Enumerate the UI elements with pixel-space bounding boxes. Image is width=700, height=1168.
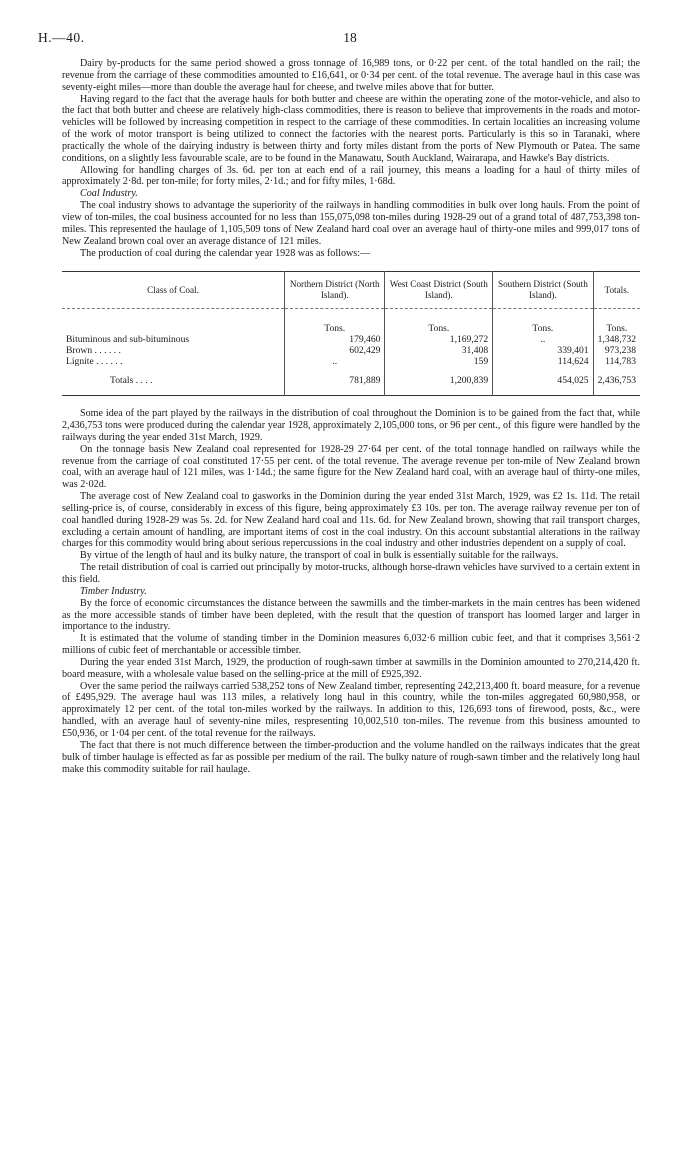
table-cell: 179,460 bbox=[285, 334, 385, 345]
table-row bbox=[62, 334, 640, 345]
body-text bbox=[62, 58, 640, 775]
table-cell: 973,238 bbox=[593, 345, 640, 356]
table-cell: 454,025 bbox=[493, 367, 593, 395]
paragraph: Dairy by-products for the same period showed a gross tonnage of 16,989 tons, or 0·22 per cent. of the total handled on the rail; the revenue from the carriage of these commodities amounted to £16,641, or 0·34 per cent. of the total revenue. The average haul in this case was seventy-eight miles—more than double the average haul for cheese, and twelve miles above that for butter. bbox=[62, 58, 640, 93]
paragraph: By the force of economic circumstances the distance between the sawmills and the timber-markets in the main centres has been widened as the more accessible stands of timber have been depleted, with the result that the question of transport has loomed larger and larger in importance to the industry. bbox=[62, 597, 640, 633]
table-cell: 1,348,732 bbox=[593, 334, 640, 345]
paragraph: Having regard to the fact that the average hauls for both butter and cheese are within the operating zone of the motor-vehicle, and also to the fact that both butter and cheese are relatively high-class commodities, there is reason to believe that improvements in the roads and motor-vehicles will be followed by increasing competition in respect to the carriage of these commodities. In certain localities an increasing volume of the work of motor transport is being utilized to connect the factories with the nearest ports. Particularly is this so in Taranaki, where practically the whole of the dairying industry is between thirty and forty miles distant from the ports of New Plymouth or Patea. The same conditions, on a slightly less favourable scale, are to be found in the Manawatu, South Auckland, Wairarapa, and Hawke's Bay districts. bbox=[62, 93, 640, 164]
table-cell: .. bbox=[493, 334, 593, 345]
paragraph: The fact that there is not much difference between the timber-production and the volume handled on the railways indicates that the great bulk of timber haulage is effected as far as possible per medium of the rail. The bulky nature of rough-sawn timber and the relatively long haul make this commodity suitable for rail haulage. bbox=[62, 739, 640, 775]
column-header-west-coast: West Coast District (South Island). bbox=[385, 272, 493, 309]
table-header-row bbox=[62, 272, 640, 309]
paragraph: It is estimated that the volume of standing timber in the Dominion measures 6,032·6 million cubic feet, and that it comprises 3,561·2 millions of cubic feet of merchantable or accessible timber. bbox=[62, 633, 640, 657]
unit-row bbox=[62, 309, 640, 335]
paragraph: The average cost of New Zealand coal to gasworks in the Dominion during the year ended 31st March, 1929, was £2 1s. 11d. The retail selling-price is, of course, considerably in excess of this figure, being approximately £3 10s. per ton. The average railway revenue per ton of coal handled during 1928-29 was 5s. 2d. for New Zealand hard coal and 11s. 6d. for New Zealand brown, showing that rail transport charges, excluding a certain amount of handling, are important items of cost in the coal industry. On this account substantial alterations in the railway charges for this commodity would bring about serious repercussions in the coal industry and other industries dependent on a supply of coal. bbox=[62, 491, 640, 550]
column-header-totals: Totals. bbox=[593, 272, 640, 309]
table-cell: 339,401 bbox=[493, 345, 593, 356]
paragraph: During the year ended 31st March, 1929, the production of rough-sawn timber at sawmills in the Dominion amounted to 270,214,420 ft. board measure, with a wholesale value based on the selling-price at the mill of £925,392. bbox=[62, 656, 640, 680]
table-row bbox=[62, 345, 640, 356]
unit-label: Tons. bbox=[285, 309, 385, 335]
row-label: Brown . . . . . . bbox=[66, 345, 121, 357]
table-cell: 159 bbox=[385, 356, 493, 367]
paragraph: On the tonnage basis New Zealand coal represented for 1928-29 27·64 per cent. of the total tonnage handled on railways while the revenue from the carriage of coal constituted 17·55 per cent. of the total revenue. The average revenue per ton-mile of New Zealand brown coal, with an average haul of 121 miles, was 1·14d.; the same figure for the New Zealand hard coal, with an average haul of thirty-one miles, was 2·02d. bbox=[62, 443, 640, 491]
section-heading-timber: Timber Industry. bbox=[80, 585, 147, 597]
row-label: Bituminous and sub-bituminous bbox=[66, 334, 190, 346]
paragraph: The coal industry shows to advantage the superiority of the railways in handling commodities in bulk over long hauls. From the point of view of ton-miles, the coal business accounted for no less than 155,075,098 ton-miles during 1928-29 out of a grand total of 487,753,398 ton-miles. This represented the haulage of 1,105,509 tons of New Zealand hard coal over an average haul of thirty-one miles and 999,017 tons of New Zealand brown coal over an average distance of 121 miles. bbox=[62, 200, 640, 247]
table-cell: 1,200,839 bbox=[385, 367, 493, 395]
paragraph: Allowing for handling charges of 3s. 6d. per ton at each end of a rail journey, this means a loading for a haul of thirty miles of approximately 2·8d. per ton-mile; for forty miles, 2·1d.; and for fifty miles, 1·68d. bbox=[62, 164, 640, 188]
paragraph: By virtue of the length of haul and its bulky nature, the transport of coal in bulk is essentially suitable for the railways. bbox=[80, 550, 559, 562]
paragraph: Some idea of the part played by the railways in the distribution of coal throughout the Dominion is to be gained from the fact that, while 2,436,753 tons were produced during the calendar year 1928, approximately 2,105,000 tons, or 96 per cent., of this figure were handled by the railways during the year ended 31st March, 1929. bbox=[62, 408, 640, 443]
totals-row bbox=[62, 367, 640, 395]
table-cell: 1,169,272 bbox=[385, 334, 493, 345]
table-cell: 31,408 bbox=[385, 345, 493, 356]
unit-label: Tons. bbox=[385, 309, 493, 335]
coal-production-table bbox=[62, 271, 640, 396]
table-cell: 114,783 bbox=[593, 356, 640, 367]
table-cell bbox=[62, 309, 285, 335]
table-cell: 2,436,753 bbox=[593, 367, 640, 395]
column-header-southern: Southern District (South Island). bbox=[493, 272, 593, 309]
row-label: Lignite . . . . . . bbox=[66, 356, 123, 368]
document-reference: H.—40. bbox=[38, 30, 85, 45]
table-cell: 781,889 bbox=[285, 367, 385, 395]
unit-label: Tons. bbox=[593, 309, 640, 335]
page-number: 18 bbox=[343, 30, 357, 45]
table-cell: .. bbox=[285, 356, 385, 367]
page-header bbox=[38, 30, 662, 50]
unit-label: Tons. bbox=[493, 309, 593, 335]
table-cell: 602,429 bbox=[285, 345, 385, 356]
column-header-class: Class of Coal. bbox=[147, 284, 199, 295]
table-row bbox=[62, 356, 640, 367]
column-header-northern: Northern District (North Island). bbox=[285, 272, 385, 309]
totals-label: Totals . . . . bbox=[110, 375, 153, 387]
paragraph: Over the same period the railways carried 538,252 tons of New Zealand timber, representing 242,213,400 ft. board measure, for a revenue of £495,929. The average haul was 113 miles, a relatively long haul in this country, while the ton-miles aggregated 60,980,958, or approximately 12 per cent. of the total ton-miles worked by the railways. In addition to this, 126,693 tons of firewood, posts, &c., were handled, with an average haul of seventy-nine miles, respresenting 10,002,510 ton-miles. The revenue from this business amounted to £50,936, or 1·04 per cent. of the total revenue for the railways. bbox=[62, 680, 640, 739]
section-heading-coal: Coal Industry. bbox=[80, 188, 138, 200]
paragraph: The production of coal during the calendar year 1928 was as follows:— bbox=[80, 247, 371, 259]
paragraph: The retail distribution of coal is carried out principally by motor-trucks, although horse-drawn vehicles have survived to a certain extent in this field. bbox=[62, 562, 640, 585]
table-cell: 114,624 bbox=[493, 356, 593, 367]
